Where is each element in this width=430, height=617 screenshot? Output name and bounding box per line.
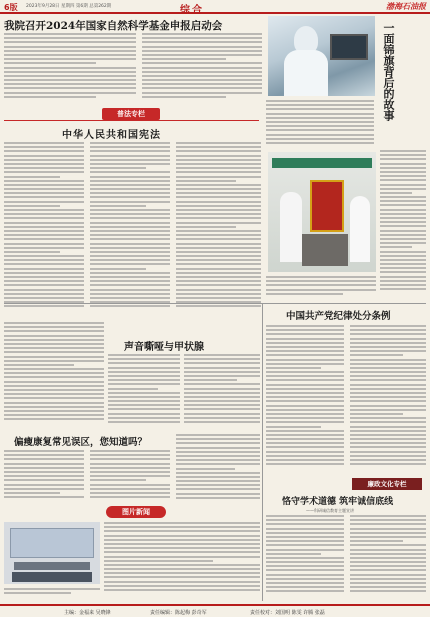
article-body: [266, 100, 374, 150]
masthead: [0, 0, 430, 14]
article-body: [176, 434, 260, 504]
article-body: [266, 515, 344, 601]
article-body: [4, 33, 136, 103]
article-body: [266, 325, 344, 475]
hospital-photo-ultrasound: [268, 16, 375, 96]
article-body: [4, 322, 104, 428]
article-body: [184, 354, 260, 432]
article-body: [90, 142, 170, 317]
article-body: [4, 588, 100, 600]
headline-right: 一面锦旗背后的故事: [382, 22, 395, 121]
article-discipline-title: 中国共产党纪律处分条例: [286, 311, 391, 322]
article-body: [4, 142, 84, 317]
article-body: [176, 142, 261, 317]
article-health-title: 偏瘦康复常见误区，您知道吗？: [14, 437, 148, 448]
article-integrity-subtitle: ——科研诚信教育主题宣讲: [306, 508, 354, 513]
article-body: [90, 450, 170, 504]
photo-news-tag: 图片新闻: [106, 506, 166, 518]
headline-main: 我院召开2024年国家自然科学基金申报启动会: [4, 20, 223, 32]
article-body: [266, 276, 376, 300]
culture-tag: 廉政文化专栏: [352, 478, 422, 490]
paper-logo: 渤海石油报: [386, 1, 426, 11]
page-number: 6版: [4, 3, 18, 12]
footer-credits: [0, 604, 430, 617]
banner-photo: [268, 152, 376, 272]
article-integrity-title: 恪守学术道德 筑牢诚信底线: [282, 497, 394, 507]
article-body: [350, 515, 426, 601]
footer-editor-in-chief: 主编：金福来 吴晓锋: [64, 610, 111, 616]
article-body: [350, 325, 426, 475]
article-law-title: 中华人民共和国宪法: [62, 130, 161, 141]
article-body: [108, 354, 180, 432]
article-body: [104, 522, 260, 598]
footer-proofreader: 责任校对：刘国明 陈雯 许腾 张磊: [250, 610, 325, 616]
conference-photo: [4, 522, 100, 584]
article-body: [4, 450, 84, 504]
footer-responsible-editor: 责任编辑：陈起梅 彭奇军: [150, 610, 207, 616]
column-tag: 普法专栏: [102, 108, 160, 120]
article-body: [142, 33, 262, 103]
issue-date: 2023年9月28日 星期四 第6期 总第262期: [26, 4, 112, 9]
article-voice-title: 声音嘶哑与甲状腺: [124, 342, 204, 353]
article-body: [380, 150, 426, 300]
section-title: 综合: [180, 5, 204, 16]
